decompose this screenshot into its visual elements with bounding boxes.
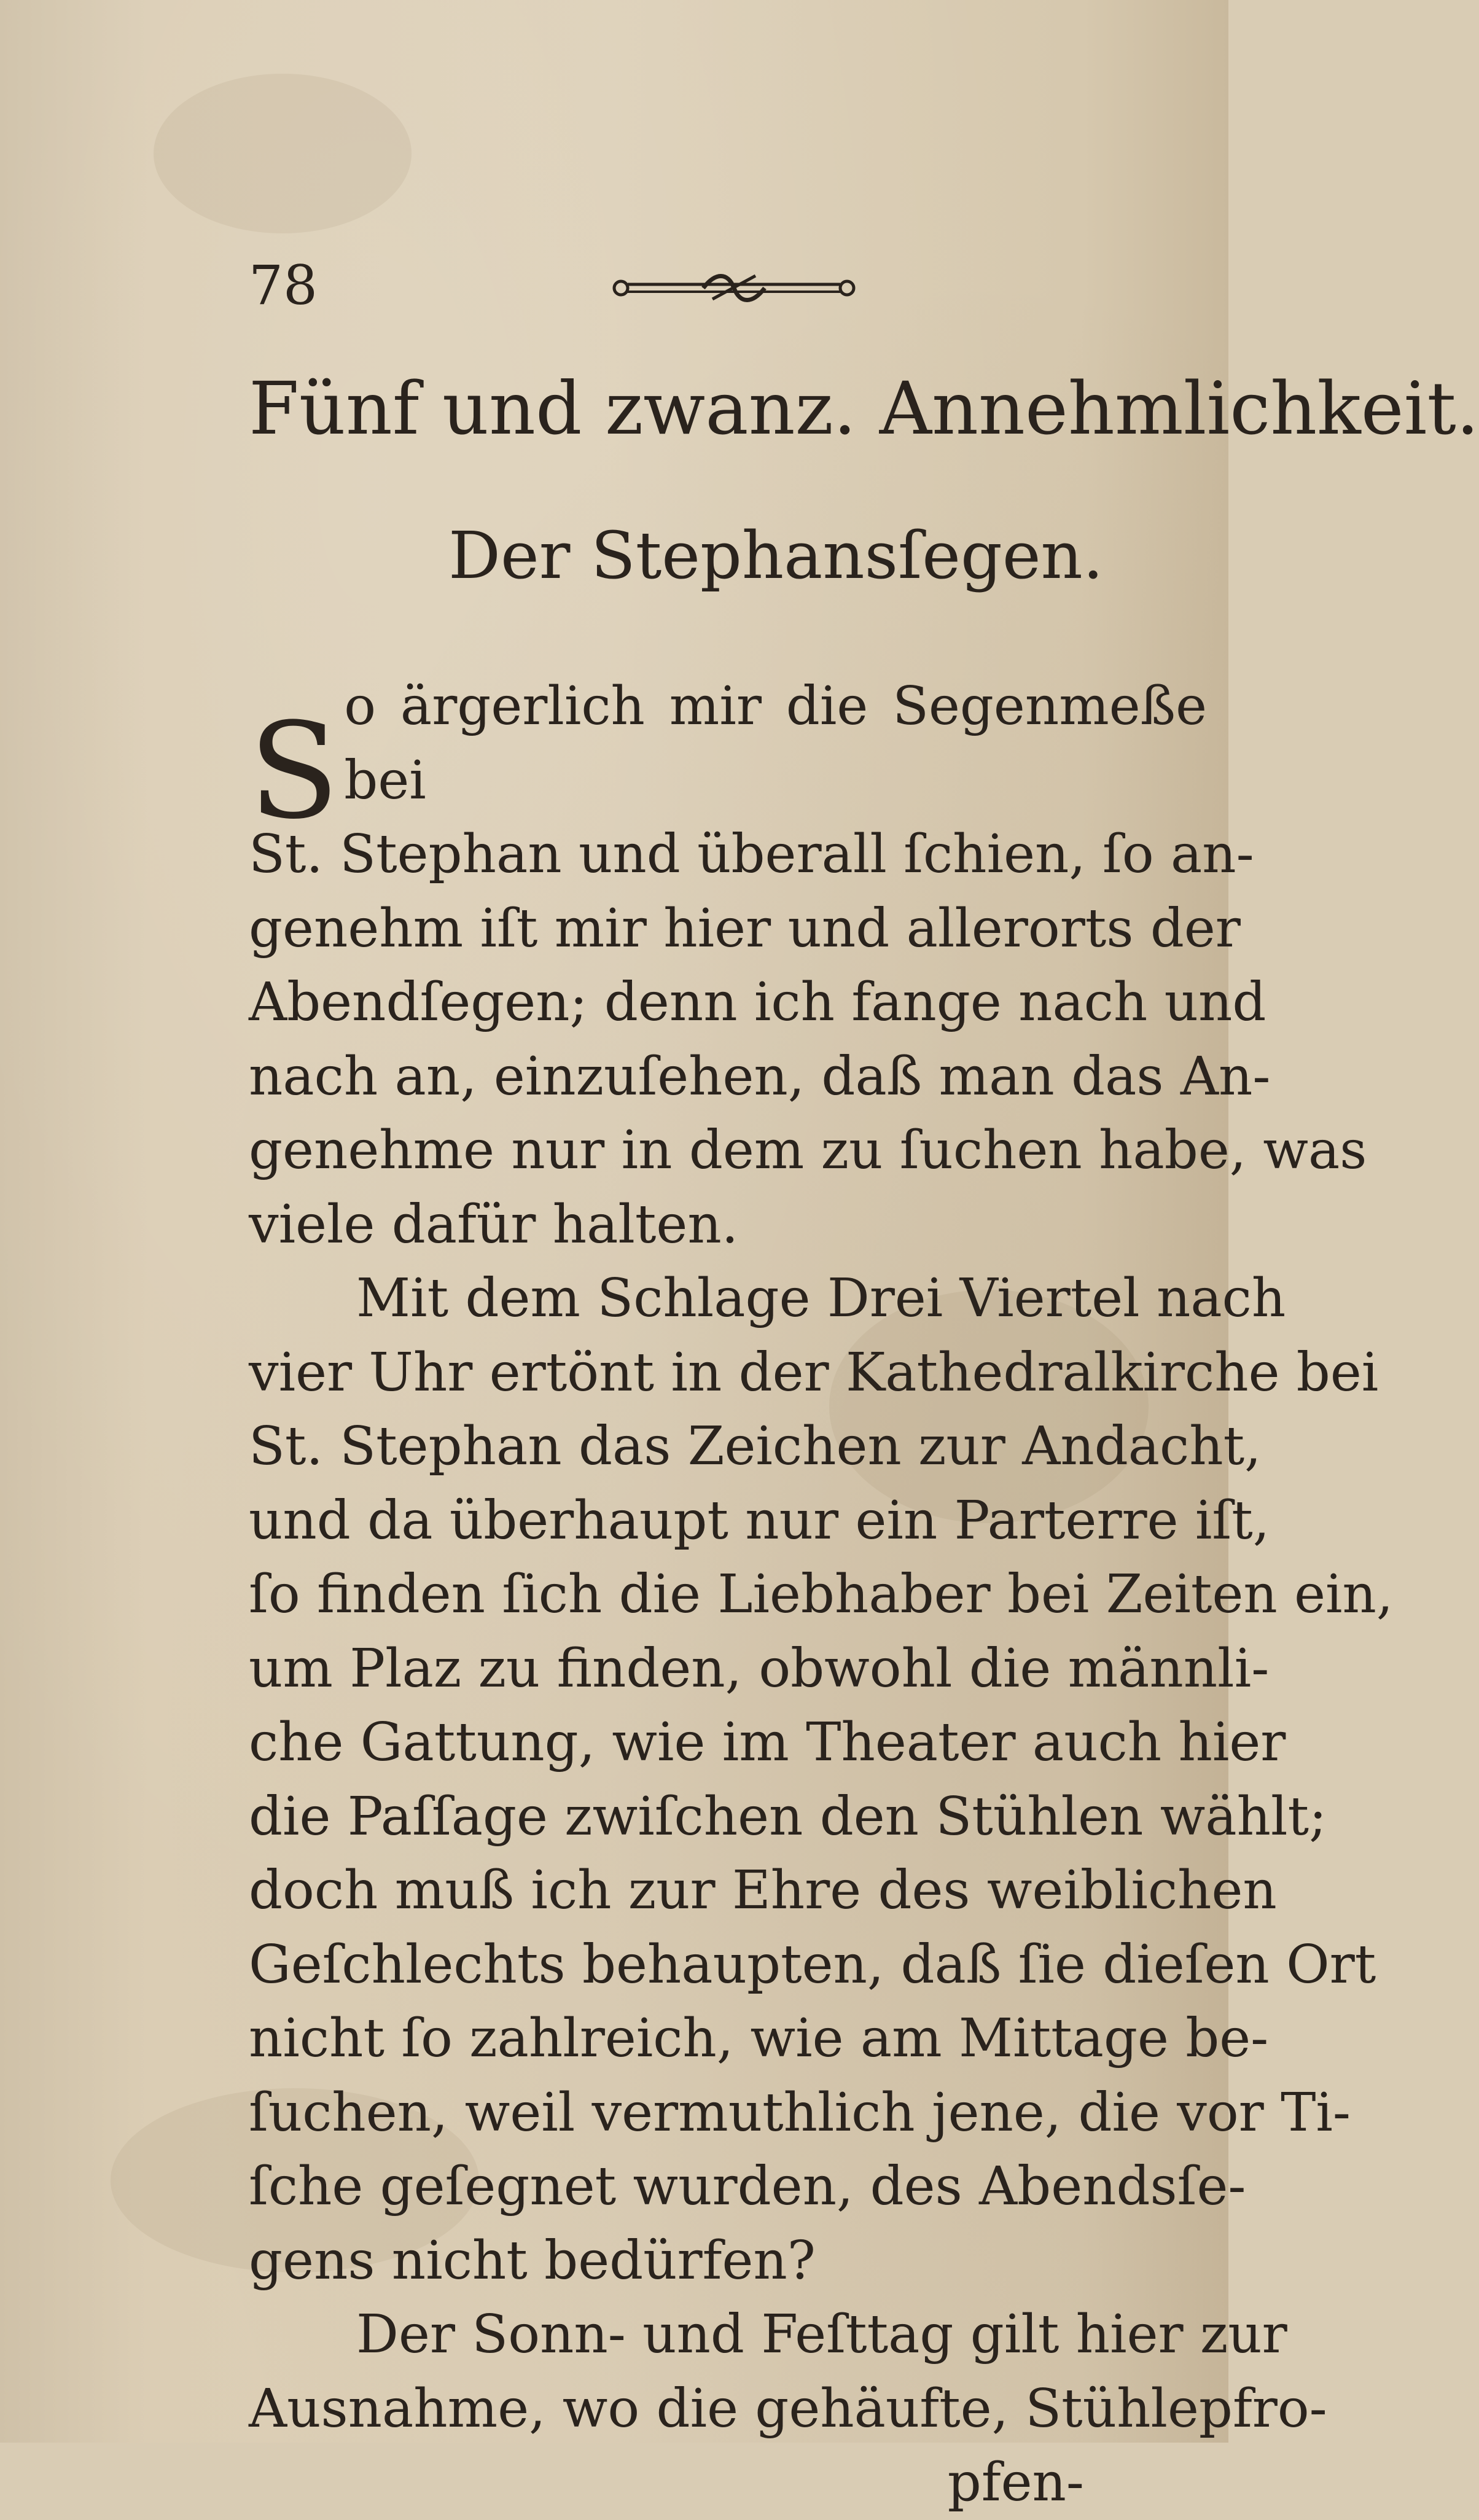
text-line: die Paſſage zwiſchen den Stühlen wählt; xyxy=(249,1785,1327,1847)
text-line: und da überhaupt nur ein Parterre iſt, xyxy=(249,1489,1270,1551)
text-line: nach an, einzuſehen, daß man das An- xyxy=(249,1045,1271,1107)
text-line: Geſchlechts behaupten, daß ſie dieſen Ort xyxy=(249,1933,1376,1995)
text-line: St. Stephan das Zeichen zur Andacht, xyxy=(249,1416,1262,1477)
text-line: genehme nur in dem zu ſuchen habe, was xyxy=(249,1120,1367,1181)
text-line: viele dafür halten. xyxy=(249,1193,739,1255)
text-line: Ausnahme, wo die gehäufte, Stühlepfro- xyxy=(249,2378,1327,2440)
text-line: nicht ſo zahlreich, wie am Mittage be- xyxy=(249,2008,1269,2069)
text-line: um Plaz zu finden, obwohl die männli- xyxy=(249,1637,1270,1699)
catchword: pfen- xyxy=(947,2452,1084,2513)
text-line: Mit dem Schlage Drei Viertel nach xyxy=(356,1268,1286,1329)
text-line: che Gattung, wie im Theater auch hier xyxy=(249,1712,1286,1773)
text-line: genehm iſt mir hier und allerorts der xyxy=(249,897,1241,959)
text-line: ſche geſegnet wurden, des Abendsſe- xyxy=(249,2156,1246,2217)
chapter-title: Fünf und zwanz. Annehmlichkeit. xyxy=(249,366,1479,451)
text-line: vier Uhr ertönt in der Kathedralkirche bei xyxy=(249,1341,1379,1403)
text-line: Der Sonn- und Feſttag gilt hier zur xyxy=(356,2304,1287,2365)
drop-cap: S xyxy=(249,694,340,848)
text-line: ſuchen, weil vermuthlich jene, die vor Ti- xyxy=(249,2081,1351,2144)
section-subtitle: Der Stephansſegen. xyxy=(448,518,1104,593)
text-line-content: o ärgerlich mir die Segenmeße bei xyxy=(344,676,1207,811)
page-number: 78 xyxy=(249,254,318,317)
text-line: St. Stephan und überall ſchien, ſo an- xyxy=(249,824,1254,885)
paper-stain xyxy=(154,74,412,233)
text-line: Abendſegen; denn ich fange nach und xyxy=(249,972,1266,1033)
text-line: doch muß ich zur Ehre des weiblichen xyxy=(249,1860,1277,1921)
text-line: ſo finden ſich die Liebhaber bei Zeiten ein, xyxy=(249,1564,1394,1625)
text-line: gens nicht bedürfen? xyxy=(249,2229,816,2292)
body-text xyxy=(249,669,1394,2520)
ornament-icon xyxy=(611,268,857,305)
page-header xyxy=(249,255,863,316)
text-line xyxy=(249,669,1207,848)
